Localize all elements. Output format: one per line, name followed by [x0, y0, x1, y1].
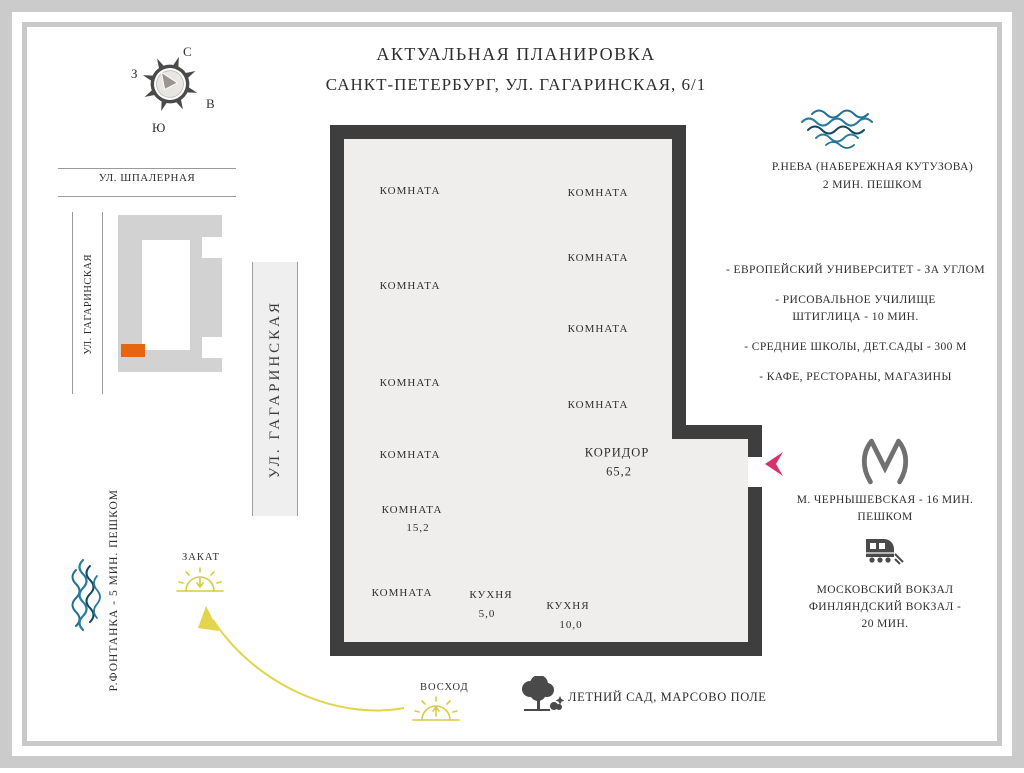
apartment-marker	[121, 344, 145, 357]
room-label: КОМНАТА	[379, 280, 441, 292]
rail-line-3: 20 МИН.	[861, 618, 909, 630]
building-notch	[202, 337, 222, 358]
metro-text	[770, 492, 1000, 526]
room-label: КОМНАТА	[371, 587, 433, 599]
building-courtyard	[142, 240, 190, 350]
floor-area	[344, 139, 672, 642]
metro-line-1: М. ЧЕРНЫШЕВСКАЯ - 16 МИН.	[796, 494, 974, 506]
building-notch	[202, 237, 222, 258]
street-line	[58, 168, 236, 169]
poi-list	[708, 262, 1003, 399]
room-label: КОМНАТА	[567, 399, 629, 411]
room-label: КОМНАТА	[567, 187, 629, 199]
room-label: КОМНАТА	[379, 377, 441, 389]
kitchen-small-label: КУХНЯ	[469, 589, 513, 601]
compass-east-label: В	[206, 96, 215, 111]
wall	[330, 125, 686, 139]
street-band-label: УЛ. ГАГАРИНСКАЯ	[266, 299, 283, 479]
compass-rose-icon	[128, 42, 212, 126]
room-label: КОМНАТА	[379, 185, 441, 197]
street-line	[102, 212, 103, 394]
poi-item: - СРЕДНИЕ ШКОЛЫ, ДЕТ.САДЫ - 300 М	[744, 341, 967, 353]
poi-item: - РИСОВАЛЬНОЕ УЧИЛИЩЕ ШТИГЛИЦА - 10 МИН.	[775, 294, 936, 323]
entrance-opening	[748, 457, 762, 487]
fontanka-waves-icon	[66, 548, 106, 671]
neva-text	[745, 158, 1000, 194]
room-label-highlight: КОМНАТА	[381, 504, 443, 516]
wall	[672, 125, 686, 432]
room-label: КОМНАТА	[567, 252, 629, 264]
room-label: КОМНАТА	[379, 449, 441, 461]
street-side-label: УЛ. ГАГАРИНСКАЯ	[82, 253, 94, 355]
street-top-label: УЛ. ШПАЛЕРНАЯ	[98, 172, 196, 184]
rail-text	[770, 582, 1000, 633]
poi-item: - КАФЕ, РЕСТОРАНЫ, МАГАЗИНЫ	[759, 371, 952, 383]
tree-icon	[514, 676, 564, 721]
sunrise-label: ВОСХОД	[420, 682, 469, 693]
metro-line-2: ПЕШКОМ	[857, 511, 913, 523]
street-line	[58, 196, 236, 197]
title-line-2: САНКТ-ПЕТЕРБУРГ, УЛ. ГАГАРИНСКАЯ, 6/1	[325, 75, 707, 94]
wall	[330, 125, 344, 656]
compass-west-label: З	[131, 66, 138, 81]
poi-item: - ЕВРОПЕЙСКИЙ УНИВЕРСИТЕТ - ЗА УГЛОМ	[726, 264, 985, 276]
floor-plan	[330, 125, 762, 656]
room-label: КОМНАТА	[567, 323, 629, 335]
corridor-label: КОРИДОР	[584, 445, 650, 460]
page-title	[300, 44, 732, 95]
kitchen-large-label: КУХНЯ	[546, 600, 590, 612]
compass-north-label: С	[183, 44, 192, 59]
wall	[748, 487, 762, 642]
entrance-arrow-icon	[763, 451, 785, 482]
neva-waves-icon	[794, 106, 886, 155]
compass-south-label: Ю	[152, 120, 166, 135]
rail-line-2: ФИНЛЯНДСКИЙ ВОКЗАЛ -	[808, 601, 962, 613]
sun-sunrise-icon	[408, 692, 464, 731]
kitchen-small-area: 5,0	[478, 608, 496, 620]
neva-line-2: 2 МИН. ПЕШКОМ	[822, 179, 923, 191]
corridor-area: 65,2	[606, 464, 632, 479]
room-area-highlight: 15,2	[406, 522, 430, 534]
rail-line-1: МОСКОВСКИЙ ВОКЗАЛ	[816, 584, 954, 596]
train-icon	[862, 536, 906, 571]
kitchen-large-area: 10,0	[559, 619, 583, 631]
sun-sunset-icon	[172, 562, 228, 603]
floor-area	[672, 439, 748, 642]
street-side-label-wrap	[74, 214, 102, 394]
street-band	[252, 262, 298, 516]
neva-line-1: Р.НЕВА (НАБЕРЕЖНАЯ КУТУЗОВА)	[771, 161, 974, 173]
title-line-1: АКТУАЛЬНАЯ ПЛАНИРОВКА	[376, 44, 656, 64]
fontanka-text-wrap	[104, 470, 124, 710]
street-line	[72, 212, 73, 394]
metro-logo-icon	[860, 436, 910, 491]
sunset-label: ЗАКАТ	[182, 552, 220, 563]
fontanka-text: Р.ФОНТАНКА - 5 МИН. ПЕШКОМ	[108, 488, 120, 692]
wall	[330, 642, 762, 656]
park-label: ЛЕТНИЙ САД, МАРСОВО ПОЛЕ	[568, 690, 767, 704]
